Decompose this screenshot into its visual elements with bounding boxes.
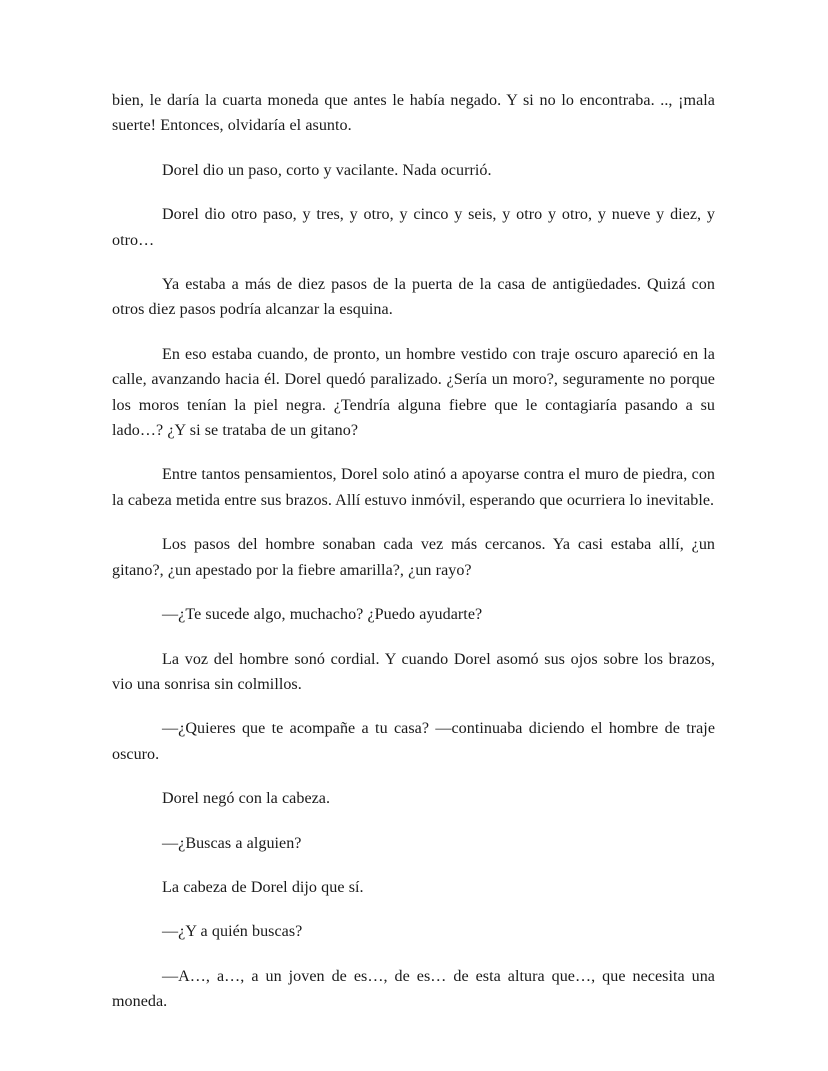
paragraph-dialogue: —A…, a…, a un joven de es…, de es… de esta altura que…, que necesita una moneda. — [112, 967, 715, 1011]
paragraph: Dorel dio un paso, corto y vacilante. Nada ocurrió. — [162, 161, 492, 179]
paragraph-dialogue: —¿Quieres que te acompañe a tu casa? —continuaba diciendo el hombre de traje oscuro. — [112, 720, 715, 763]
paragraph: Los pasos del hombre sonaban cada vez más cercanos. Ya casi estaba allí, ¿un gitano?, ¿un apestado por la fiebre amarilla?, ¿un rayo? — [112, 536, 715, 579]
paragraph: Ya estaba a más de diez pasos de la puerta de la casa de antigüedades. Quizá con otros diez pasos podría alcanzar la esquina. — [112, 276, 715, 319]
body-text-column — [112, 88, 715, 1015]
paragraph: Dorel dio otro paso, y tres, y otro, y cinco y seis, y otro y otro, y nueve y diez, y otro… — [112, 206, 715, 249]
paragraph: La voz del hombre sonó cordial. Y cuando Dorel asomó sus ojos sobre los brazos, vio una sonrisa sin colmillos. — [112, 650, 715, 693]
paragraph-dialogue: —¿Buscas a alguien? — [162, 834, 302, 852]
paragraph: En eso estaba cuando, de pronto, un hombre vestido con traje oscuro apareció en la calle, avanzando hacia él. Dorel quedó paralizado. ¿Sería un moro?, seguramente no porque los moros tenían la piel negra. ¿Tendría alguna fiebre que le contagiaría pasando a su lado…? ¿Y si se trataba de un gitano? — [112, 345, 715, 440]
paragraph: Entre tantos pensamientos, Dorel solo atinó a apoyarse contra el muro de piedra, con la cabeza metida entre sus brazos. Allí estuvo inmóvil, esperando que ocurriera lo inevitable. — [112, 466, 715, 509]
paragraph: Dorel negó con la cabeza. — [162, 790, 331, 808]
paragraph-dialogue: —¿Te sucede algo, muchacho? ¿Puedo ayudarte? — [162, 606, 483, 624]
paragraph: La cabeza de Dorel dijo que sí. — [162, 878, 364, 896]
paragraph: bien, le daría la cuarta moneda que antes le había negado. Y si no lo encontraba. .., ¡mala suerte! Entonces, olvidaría el asunto. — [112, 92, 715, 135]
paragraph-dialogue: —¿Y a quién buscas? — [162, 923, 303, 941]
